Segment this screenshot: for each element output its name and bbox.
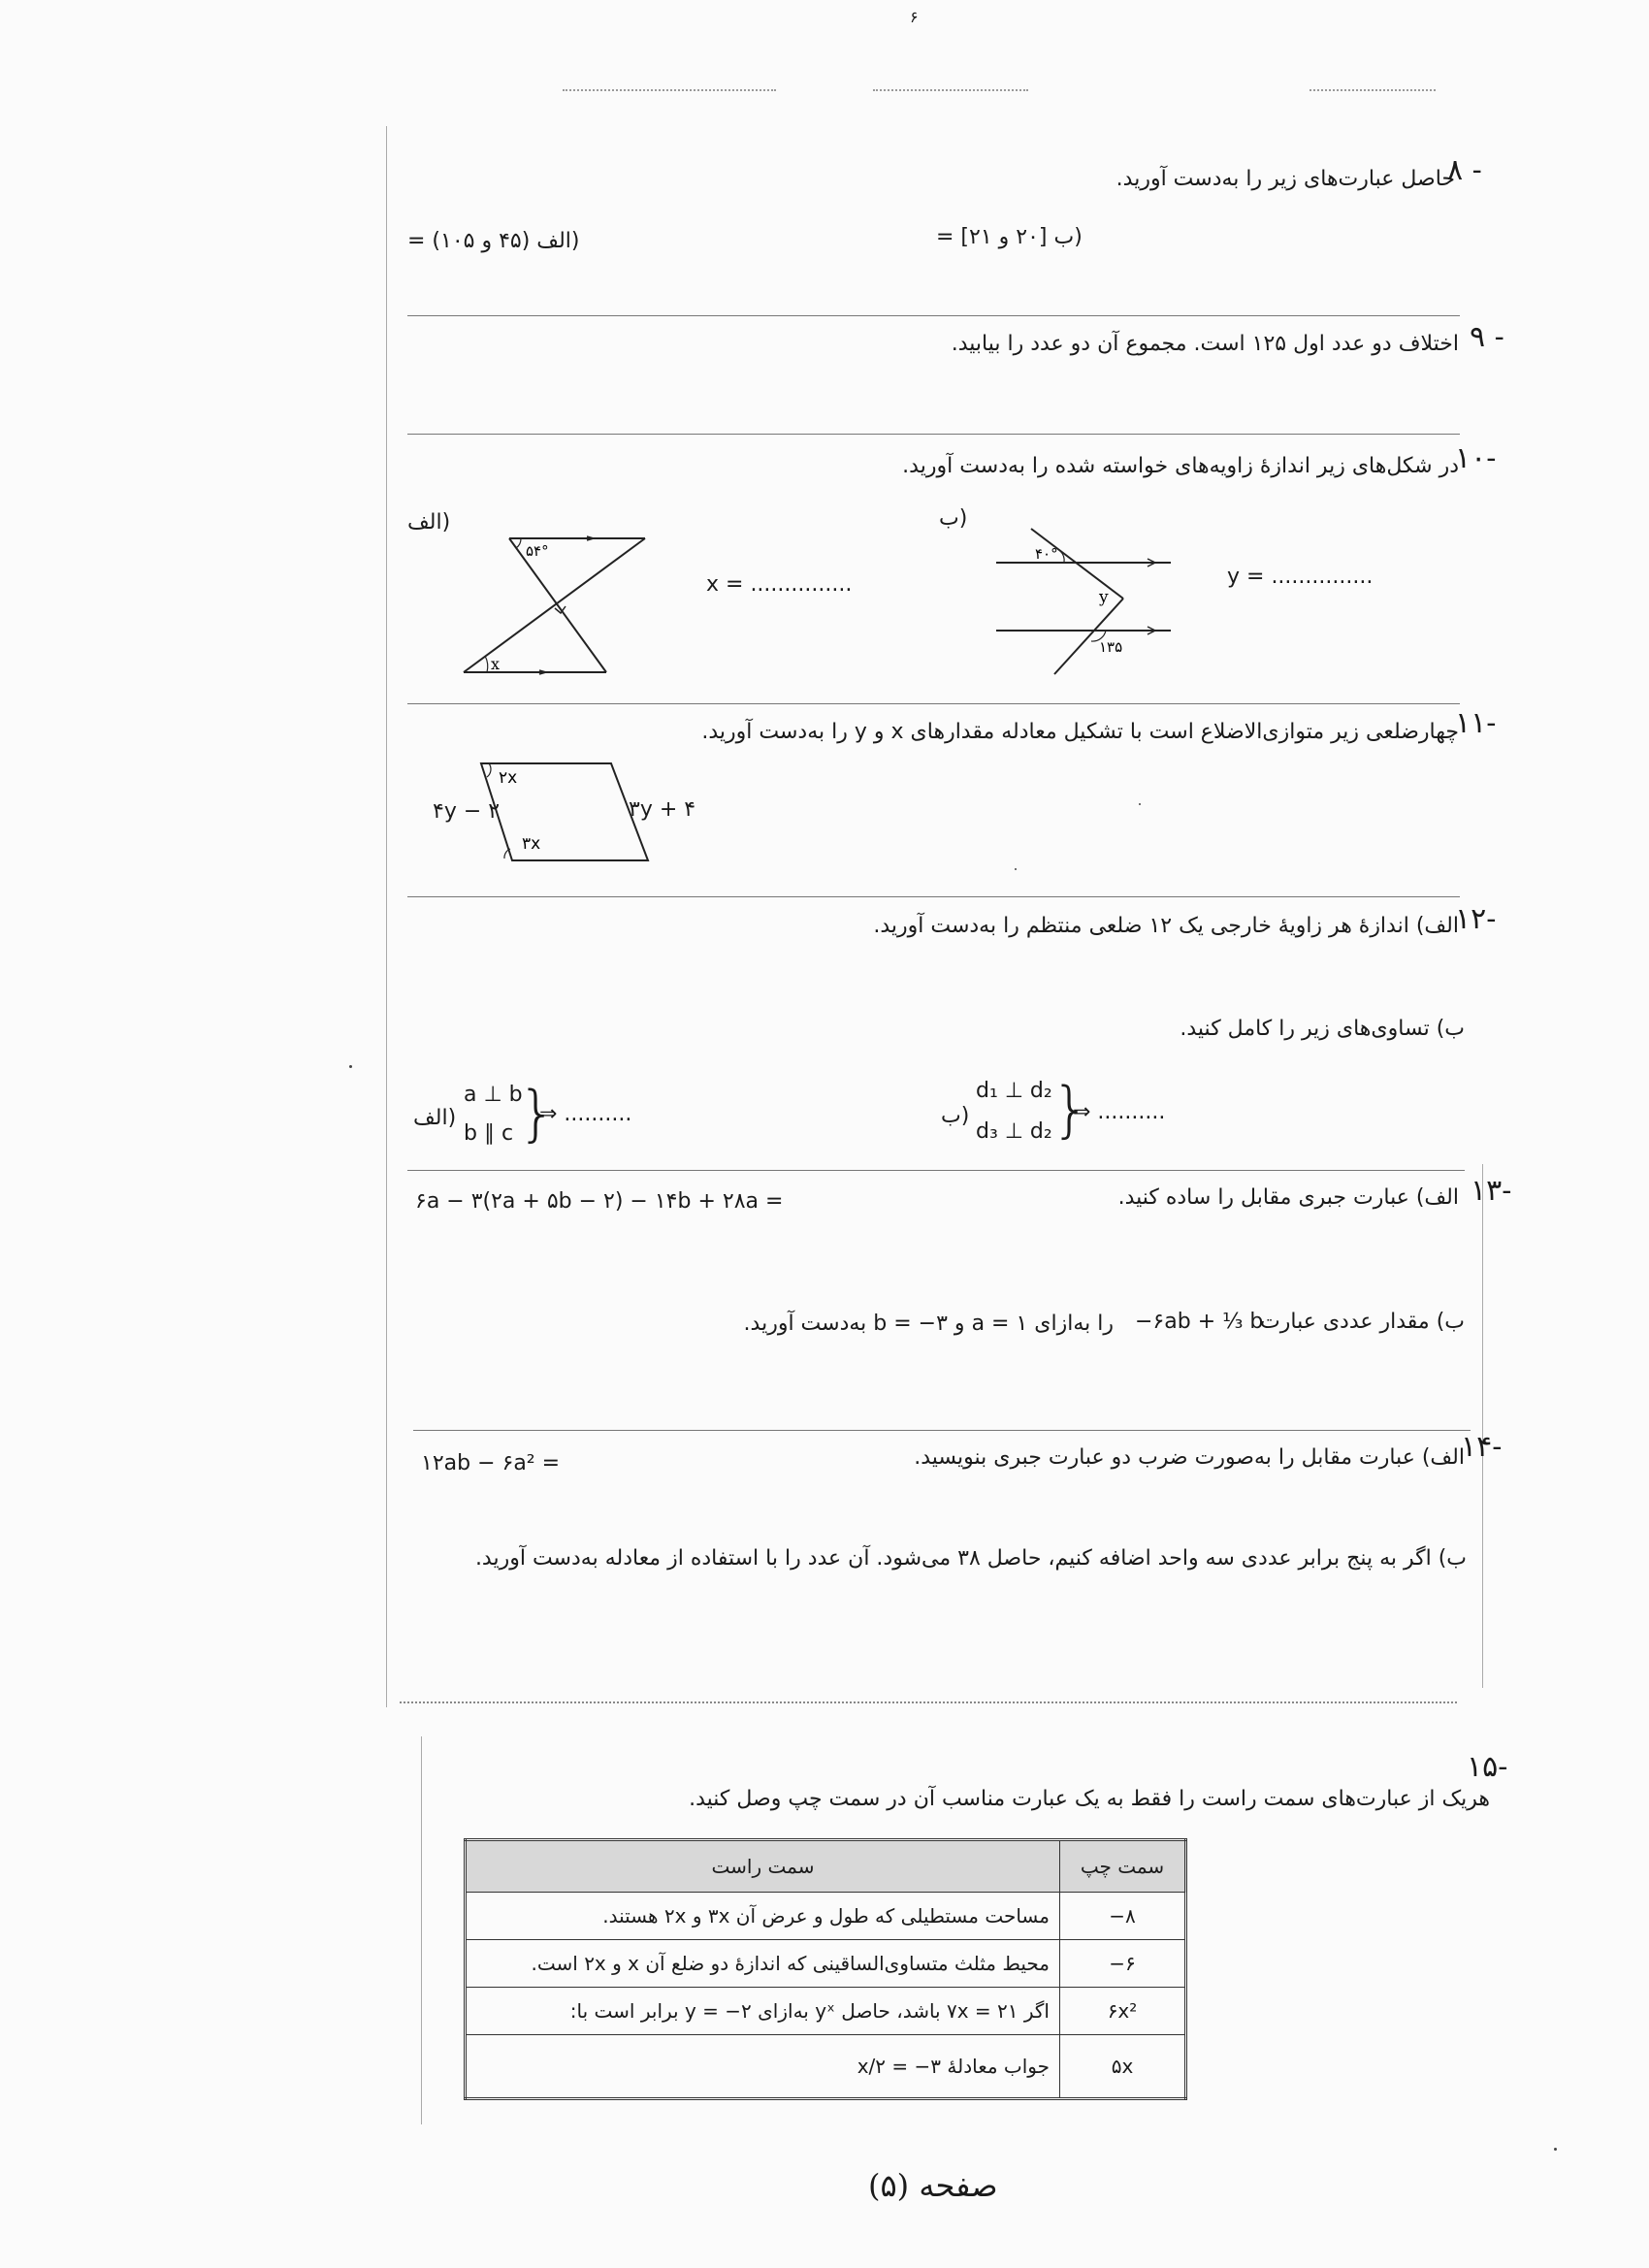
q11-side-left: ۴y − ۲ [433, 799, 501, 824]
q10-angle-b1: ۴۰° [1035, 545, 1058, 563]
q10-label-b: (ب [939, 506, 968, 531]
q15-text: هریک از عبارت‌های سمت راست را فقط به یک عبارت مناسب آن در سمت چپ وصل کنید. [689, 1787, 1490, 1811]
top-dotted-edge [873, 89, 1028, 91]
q12-text-b: ب) تساوی‌های زیر را کامل کنید. [1180, 1017, 1465, 1041]
q13-text-b-pre: ب) مقدار عددی عبارت [1260, 1310, 1465, 1334]
q13-text-b-post: را به‌ازای a = ۱ و b = −۳ به‌دست آورید. [743, 1312, 1114, 1336]
q12-brace-b: } [1051, 1074, 1090, 1145]
header-right: سمت راست [466, 1840, 1060, 1893]
q12-a-line1: a ⊥ b [464, 1083, 523, 1107]
q12-a-line2: b ∥ c [464, 1121, 514, 1146]
q11-angle-bottom: ۳x [522, 834, 541, 854]
q11-text: چهارضلعی زیر متوازی‌الاضلاع است با تشکیل معادله مقدارهای x و y را به‌دست آورید. [701, 720, 1459, 744]
frame-left [386, 126, 387, 1707]
q10-answer-b: y = ............... [1227, 565, 1374, 589]
frame-right [1482, 1164, 1483, 1688]
divider [407, 896, 1460, 897]
top-dotted-edge [563, 89, 776, 91]
row-right-cell: محیط مثلث متساوی‌الساقینی که اندازهٔ دو ضلع آن x و ۲x است. [466, 1940, 1060, 1988]
q14-expr-a: ۱۲ab − ۶a² = [421, 1451, 561, 1475]
row-left-cell: −۶ [1060, 1940, 1186, 1988]
page-top-number: ۶ [910, 8, 919, 26]
q13-text-a: الف) عبارت جبری مقابل را ساده کنید. [1117, 1185, 1459, 1210]
q11-side-right: ۳y + ۴ [629, 797, 696, 822]
q13-expr-b: −۶ab + ¹⁄₃ b [1135, 1310, 1264, 1334]
row-right-cell: جواب معادلهٔ x/۲ = −۳ [466, 2035, 1060, 2099]
header-left: سمت چپ [1060, 1840, 1186, 1893]
q10-var-b: y [1099, 588, 1109, 607]
row-left-cell: ۵x [1060, 2035, 1186, 2099]
divider [407, 434, 1460, 435]
q12-label-a: (الف [413, 1106, 457, 1130]
row-left-cell: ۶x² [1060, 1988, 1186, 2035]
q10-number: ۱۰- [1455, 441, 1497, 475]
q12-arrow-b: ⇒ .......... [1073, 1100, 1166, 1124]
scan-speck [1015, 868, 1017, 870]
table-row [466, 1893, 1186, 1940]
q10-angle-b2: ۱۳۵ [1099, 638, 1123, 656]
q12-b-line2: d₃ ⊥ d₂ [976, 1119, 1052, 1144]
q14-number: ۱۴- [1461, 1430, 1503, 1464]
top-dotted-edge [1310, 89, 1436, 91]
q8-number: ۸ - [1447, 153, 1482, 187]
q9-text: اختلاف دو عدد اول ۱۲۵ است. مجموع آن دو عدد را بیابید. [951, 332, 1459, 356]
q10-answer-a: x = ............... [706, 572, 853, 597]
q10-angle-a: ۵۴° [526, 542, 549, 560]
table-row [466, 1988, 1186, 2035]
row-right-cell: مساحت مستطیلی که طول و عرض آن ۳x و ۲x هستند. [466, 1893, 1060, 1940]
q12-arrow-a: ⇒ .......... [539, 1102, 632, 1126]
q12-brace-a: } [518, 1078, 557, 1149]
q14-text-a: الف) عبارت مقابل را به‌صورت ضرب دو عبارت جبری بنویسید. [914, 1445, 1465, 1470]
q11-angle-top: ۲x [499, 768, 518, 788]
q10-figure-a [446, 529, 660, 684]
q13-expr-a: ۶a − ۳(۲a + ۵b − ۲) − ۱۴b + ۲۸a = [415, 1189, 784, 1214]
q12-b-line1: d₁ ⊥ d₂ [976, 1079, 1052, 1103]
q14-text-b: ب) اگر به پنج برابر عددی سه واحد اضافه کنیم، حاصل ۳۸ می‌شود. آن عدد را با استفاده از معادله به‌دست آورید. [474, 1546, 1467, 1571]
q13-number: ۱۳- [1471, 1174, 1512, 1208]
q10-text: در شکل‌های زیر اندازهٔ زاویه‌های خواسته شده را به‌دست آورید. [902, 454, 1459, 478]
q8-text: حاصل عبارت‌های زیر را به‌دست آورید. [1116, 167, 1455, 191]
q8-part-b: (ب [۲۰ و ۲۱] = [936, 225, 1083, 249]
scan-speck [1139, 803, 1141, 805]
frame-left-lower [421, 1736, 422, 2124]
q10-var-a: x [491, 655, 501, 673]
q12-number: ۱۲- [1455, 902, 1497, 936]
table-row [466, 2035, 1186, 2099]
q9-number: ۹ - [1470, 320, 1504, 354]
divider [407, 703, 1460, 704]
q10-label-a: (الف [407, 510, 451, 535]
divider [407, 315, 1460, 316]
q15-matching-table [464, 1838, 1187, 2100]
section-bottom-edge [400, 1701, 1457, 1703]
q10-figure-b [985, 519, 1179, 679]
scan-speck [1554, 2148, 1557, 2151]
q11-number: ۱۱- [1455, 706, 1497, 740]
q12-text-a: الف) اندازهٔ هر زاویهٔ خارجی یک ۱۲ ضلعی منتظم را به‌دست آورید. [873, 914, 1459, 938]
q12-label-b: (ب [941, 1104, 970, 1128]
divider [413, 1430, 1471, 1431]
page-footer: صفحه (۵) [868, 2167, 998, 2204]
scan-speck [349, 1065, 352, 1068]
q8-part-a: (الف (۴۵ و ۱۰۵) = [407, 229, 580, 253]
row-right-cell: اگر ۷x = ۲۱ باشد، حاصل yˣ به‌ازای y = −۲ برابر است با: [466, 1988, 1060, 2035]
divider [407, 1170, 1465, 1171]
table-row [466, 1940, 1186, 1988]
row-left-cell: −۸ [1060, 1893, 1186, 1940]
table-header-row [466, 1840, 1186, 1893]
q15-number: ۱۵- [1467, 1750, 1508, 1784]
